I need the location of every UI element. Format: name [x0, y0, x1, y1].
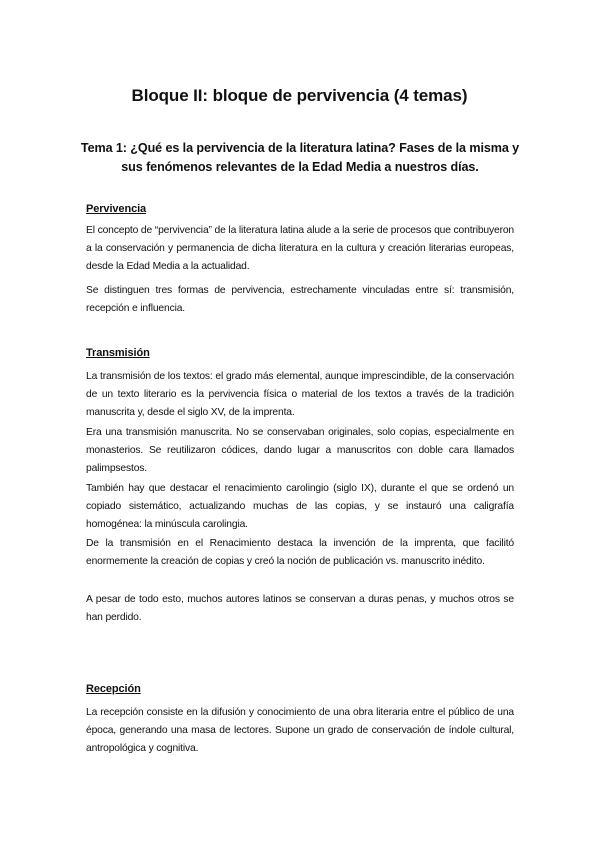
paragraph: Era una transmisión manuscrita. No se conservaban originales, solo copias, especialmente en monasterios. Se reutilizaron códices, dando lugar a manuscritos con doble cara llamados palimpsestos. — [86, 427, 514, 474]
paragraph: El concepto de “pervivencia” de la literatura latina alude a la serie de procesos que contribuyeron a la conservación y permanencia de dicha literatura en la cultura y creación literarias europeas, desde la Edad Media a la actualidad. — [86, 225, 514, 272]
paragraph: La transmisión de los textos: el grado más elemental, aunque imprescindible, de la conservación de un texto literario es la pervivencia física o material de los textos a través de la tradición manuscrita y, desde el siglo XV, de la imprenta. — [86, 371, 514, 418]
document-title: Bloque II: bloque de pervivencia (4 temas) — [131, 86, 468, 105]
section-heading-pervivencia: Pervivencia — [86, 203, 147, 215]
paragraph: A pesar de todo esto, muchos autores latinos se conservan a duras penas, y muchos otros se han perdido. — [86, 594, 514, 623]
section-heading-recepcion: Recepción — [86, 683, 141, 695]
paragraph: También hay que destacar el renacimiento carolingio (siglo IX), durante el que se ordenó un copiado sistemático, actualizando muchas de las copias, y se instauró una caligrafía homogénea: la minúscula carolingia. — [86, 483, 514, 530]
topic-title: Tema 1: ¿Qué es la pervivencia de la literatura latina? Fases de la misma y sus fenómenos relevantes de la Edad Media a nuestros días. — [80, 141, 520, 174]
section-heading-transmision: Transmisión — [86, 347, 150, 359]
paragraph: La recepción consiste en la difusión y conocimiento de una obra literaria entre el público de una época, generando una masa de lectores. Supone un grado de conservación de índole cultural, antropológica y cognitiva. — [86, 707, 514, 754]
paragraph: Se distinguen tres formas de pervivencia, estrechamente vinculadas entre sí: transmisión, recepción e influencia. — [86, 285, 514, 314]
paragraph: De la transmisión en el Renacimiento destaca la invención de la imprenta, que facilitó enormemente la creación de copias y creó la noción de publicación vs. manuscrito inédito. — [86, 538, 514, 567]
